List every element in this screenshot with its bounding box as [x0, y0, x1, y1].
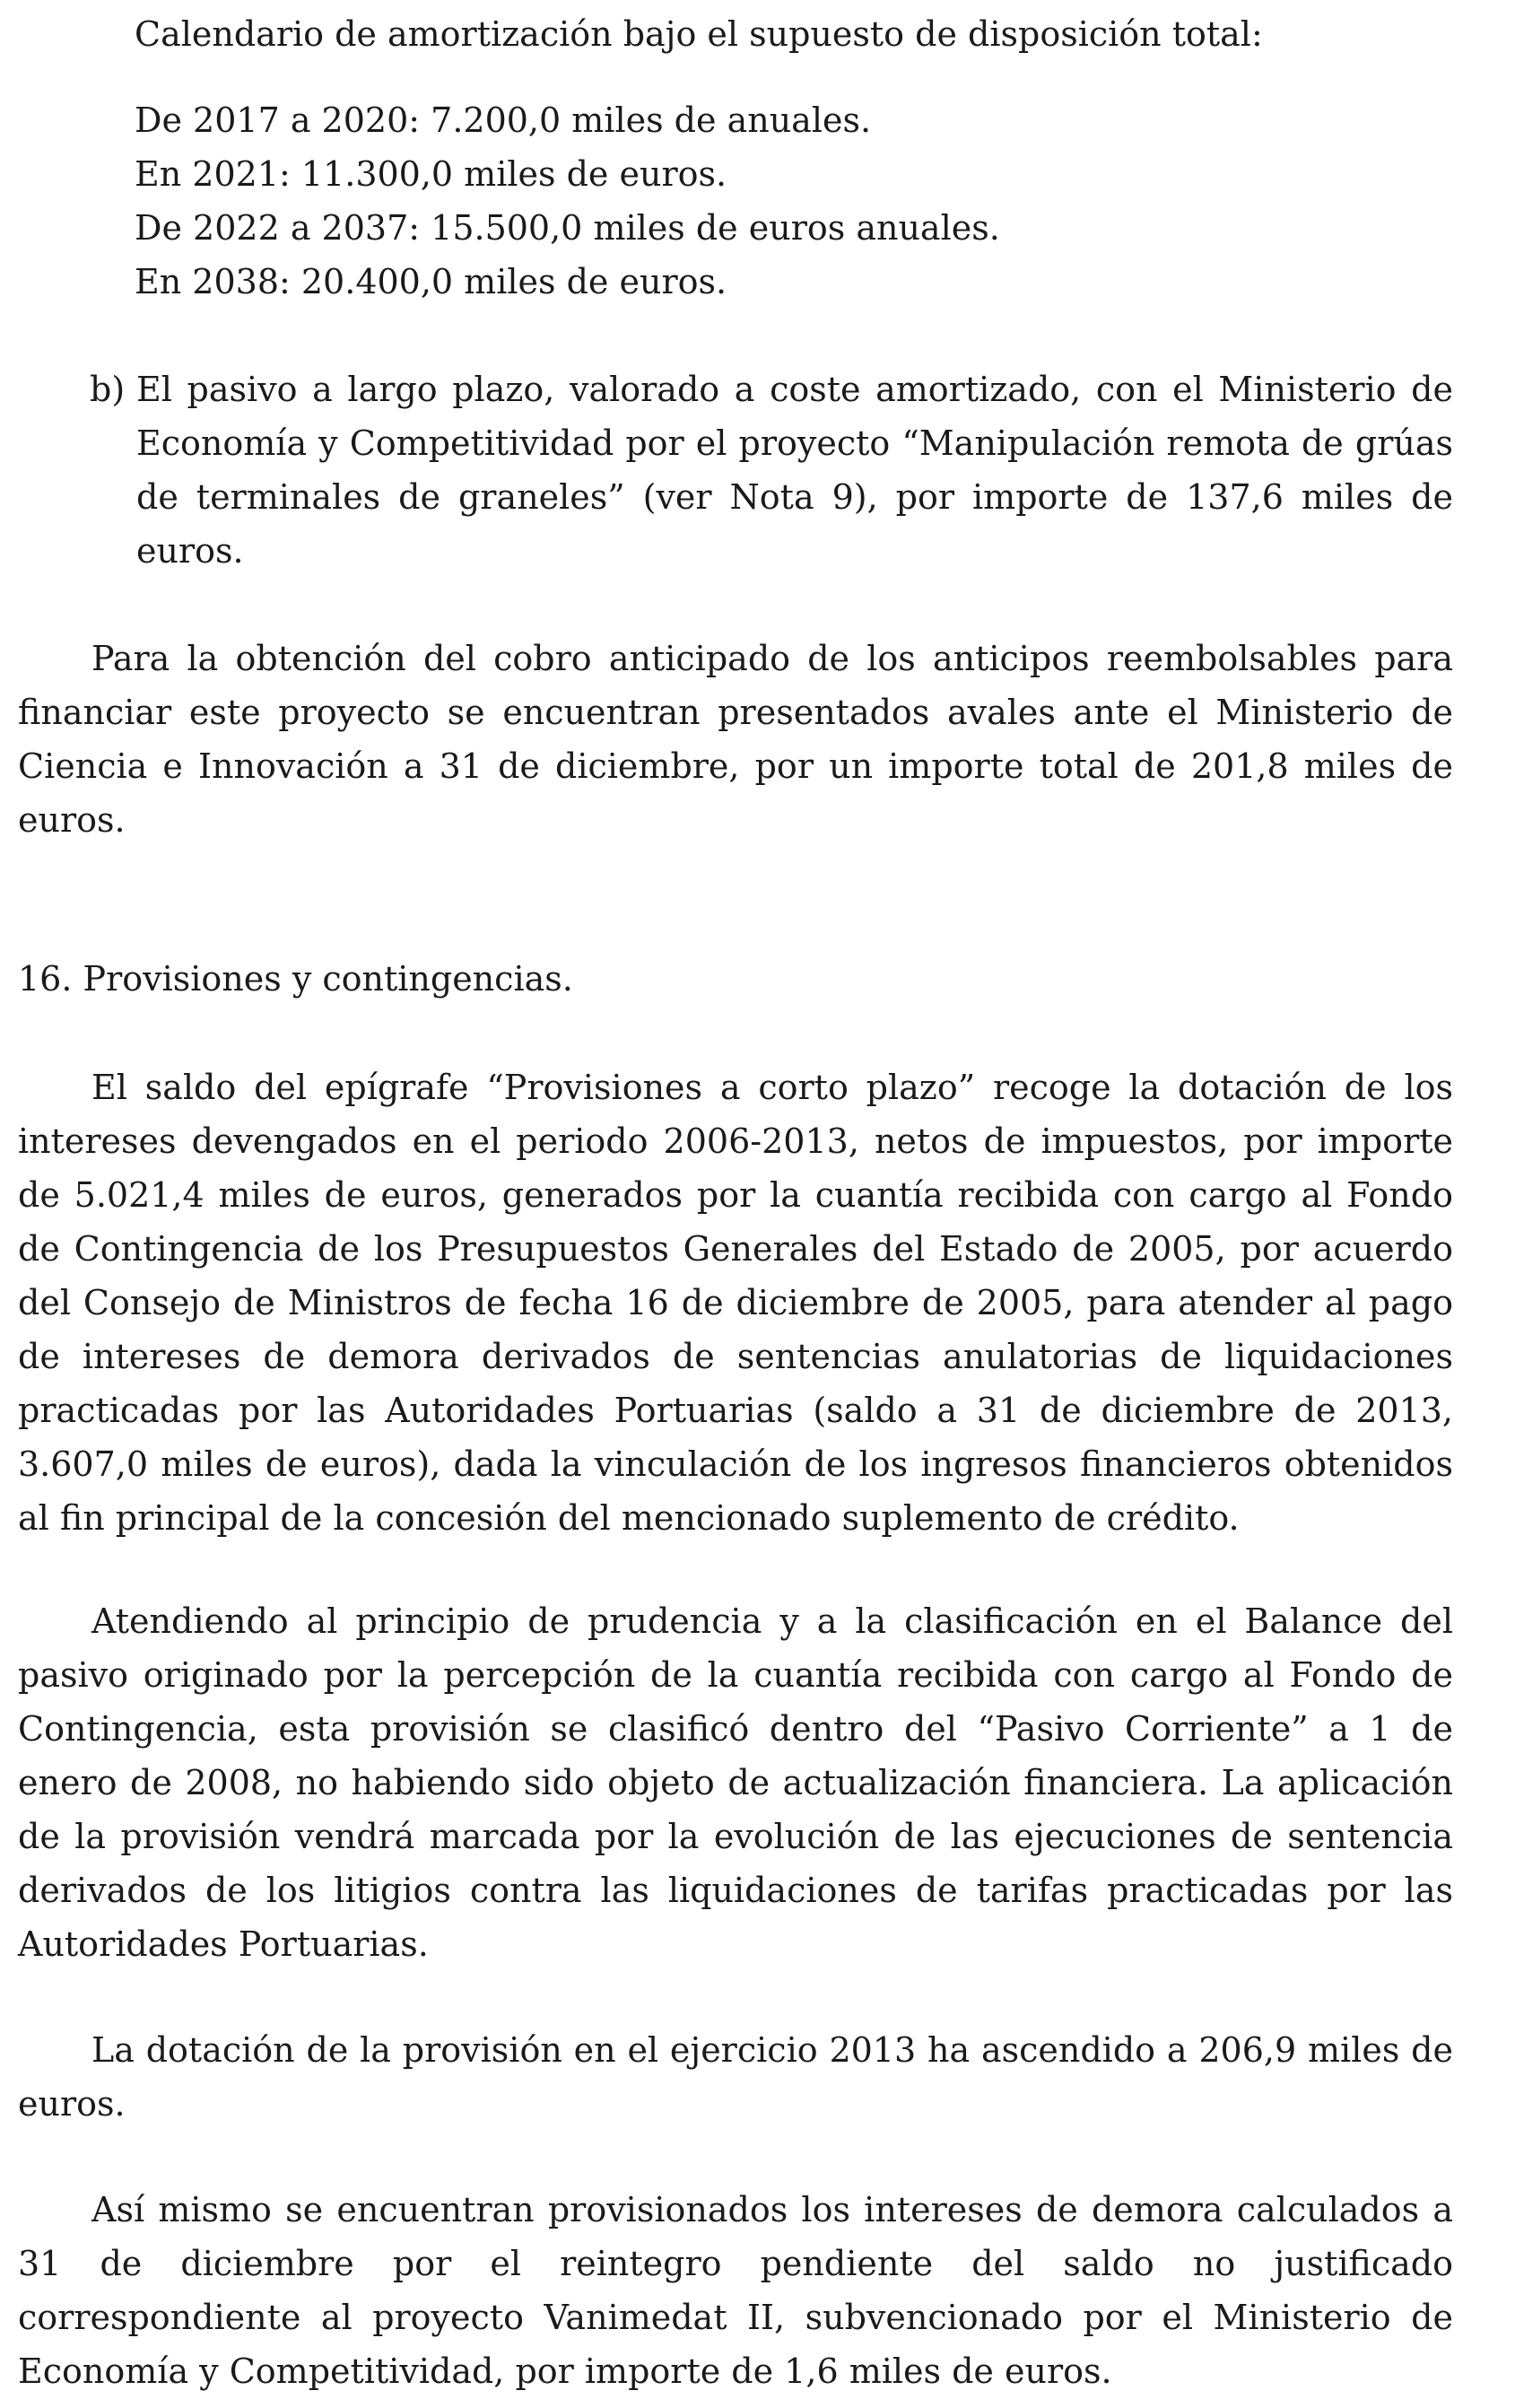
- item-b-line: El pasivo a largo plazo, valorado a coste amortizado, con el Ministerio de: [136, 370, 1453, 409]
- calendar-item: De 2022 a 2037: 15.500,0 miles de euros anuales.: [135, 208, 1000, 248]
- paragraph-avales-text: Para la obtención del cobro anticipado de los anticipos reembolsables para financiar este proyecto se encuentran presentados avales ante el Ministerio de Ciencia e Innovación a 31 de diciembre, por un importe total de 201,8 miles de euros.: [18, 639, 1453, 840]
- paragraph-prudencia-text: Atendiendo al principio de prudencia y a la clasificación en el Balance del pasivo originado por la percepción de la cuantía recibida con cargo al Fondo de Contingencia, esta provisión se clasificó dentro del “Pasivo Corriente” a 1 de enero de 2008, no habiendo sido objeto de actualización financiera. La aplicación de la provisión vendrá marcada por la evolución de las ejecuciones de sentencia derivados de los litigios contra las liquidaciones de tarifas practicadas por las Autoridades Portuarias.: [18, 1601, 1453, 1964]
- calendar-item: De 2017 a 2020: 7.200,0 miles de anuales.: [135, 100, 872, 140]
- section-title: 16. Provisiones y contingencias.: [18, 959, 573, 999]
- paragraph-saldo-text: El saldo del epígrafe “Provisiones a corto plazo” recoge la dotación de los intereses devengados en el periodo 2006-2013, netos de impuestos, por importe de 5.021,4 miles de euros, generados por la cuantía recibida con cargo al Fondo de Contingencia de los Presupuestos Generales del Estado de 2005, por acuerdo del Consejo de Ministros de fecha 16 de diciembre de 2005, para atender al pago de intereses de demora derivados de sentencias anulatorias de liquidaciones practicadas por las Autoridades Portuarias (saldo a 31 de diciembre de 2013, 3.607,0 miles de euros), dada la vinculación de los ingresos financieros obtenidos al fin principal de la concesión del mencionado suplemento de crédito.: [18, 1068, 1453, 1538]
- paragraph-saldo: [18, 1060, 1453, 1545]
- item-b-line: de terminales de graneles” (ver Nota 9), por importe de 137,6 miles de: [136, 477, 1453, 517]
- paragraph-demora-text: Así mismo se encuentran provisionados los intereses de demora calculados a 31 de diciembre por el reintegro pendiente del saldo no justificado correspondiente al proyecto Vanimedat II, subvencionado por el Ministerio de Economía y Competitividad, por importe de 1,6 miles de euros.: [18, 2190, 1453, 2391]
- paragraph-demora: [18, 2183, 1453, 2398]
- calendar-heading: Calendario de amortización bajo el supuesto de disposición total:: [135, 14, 1263, 54]
- paragraph-dotacion: [18, 2023, 1453, 2131]
- paragraph-dotacion-text: La dotación de la provisión en el ejercicio 2013 ha ascendido a 206,9 miles de euros.: [18, 2030, 1453, 2124]
- item-b-line: euros.: [136, 531, 244, 571]
- item-b-marker: b): [90, 370, 126, 409]
- calendar-item: En 2038: 20.400,0 miles de euros.: [135, 262, 727, 301]
- calendar-item: En 2021: 11.300,0 miles de euros.: [135, 154, 727, 194]
- item-b-line: Economía y Competitividad por el proyecto “Manipulación remota de grúas: [136, 423, 1453, 463]
- paragraph-prudencia: [18, 1594, 1453, 1971]
- paragraph-avales: [18, 632, 1453, 847]
